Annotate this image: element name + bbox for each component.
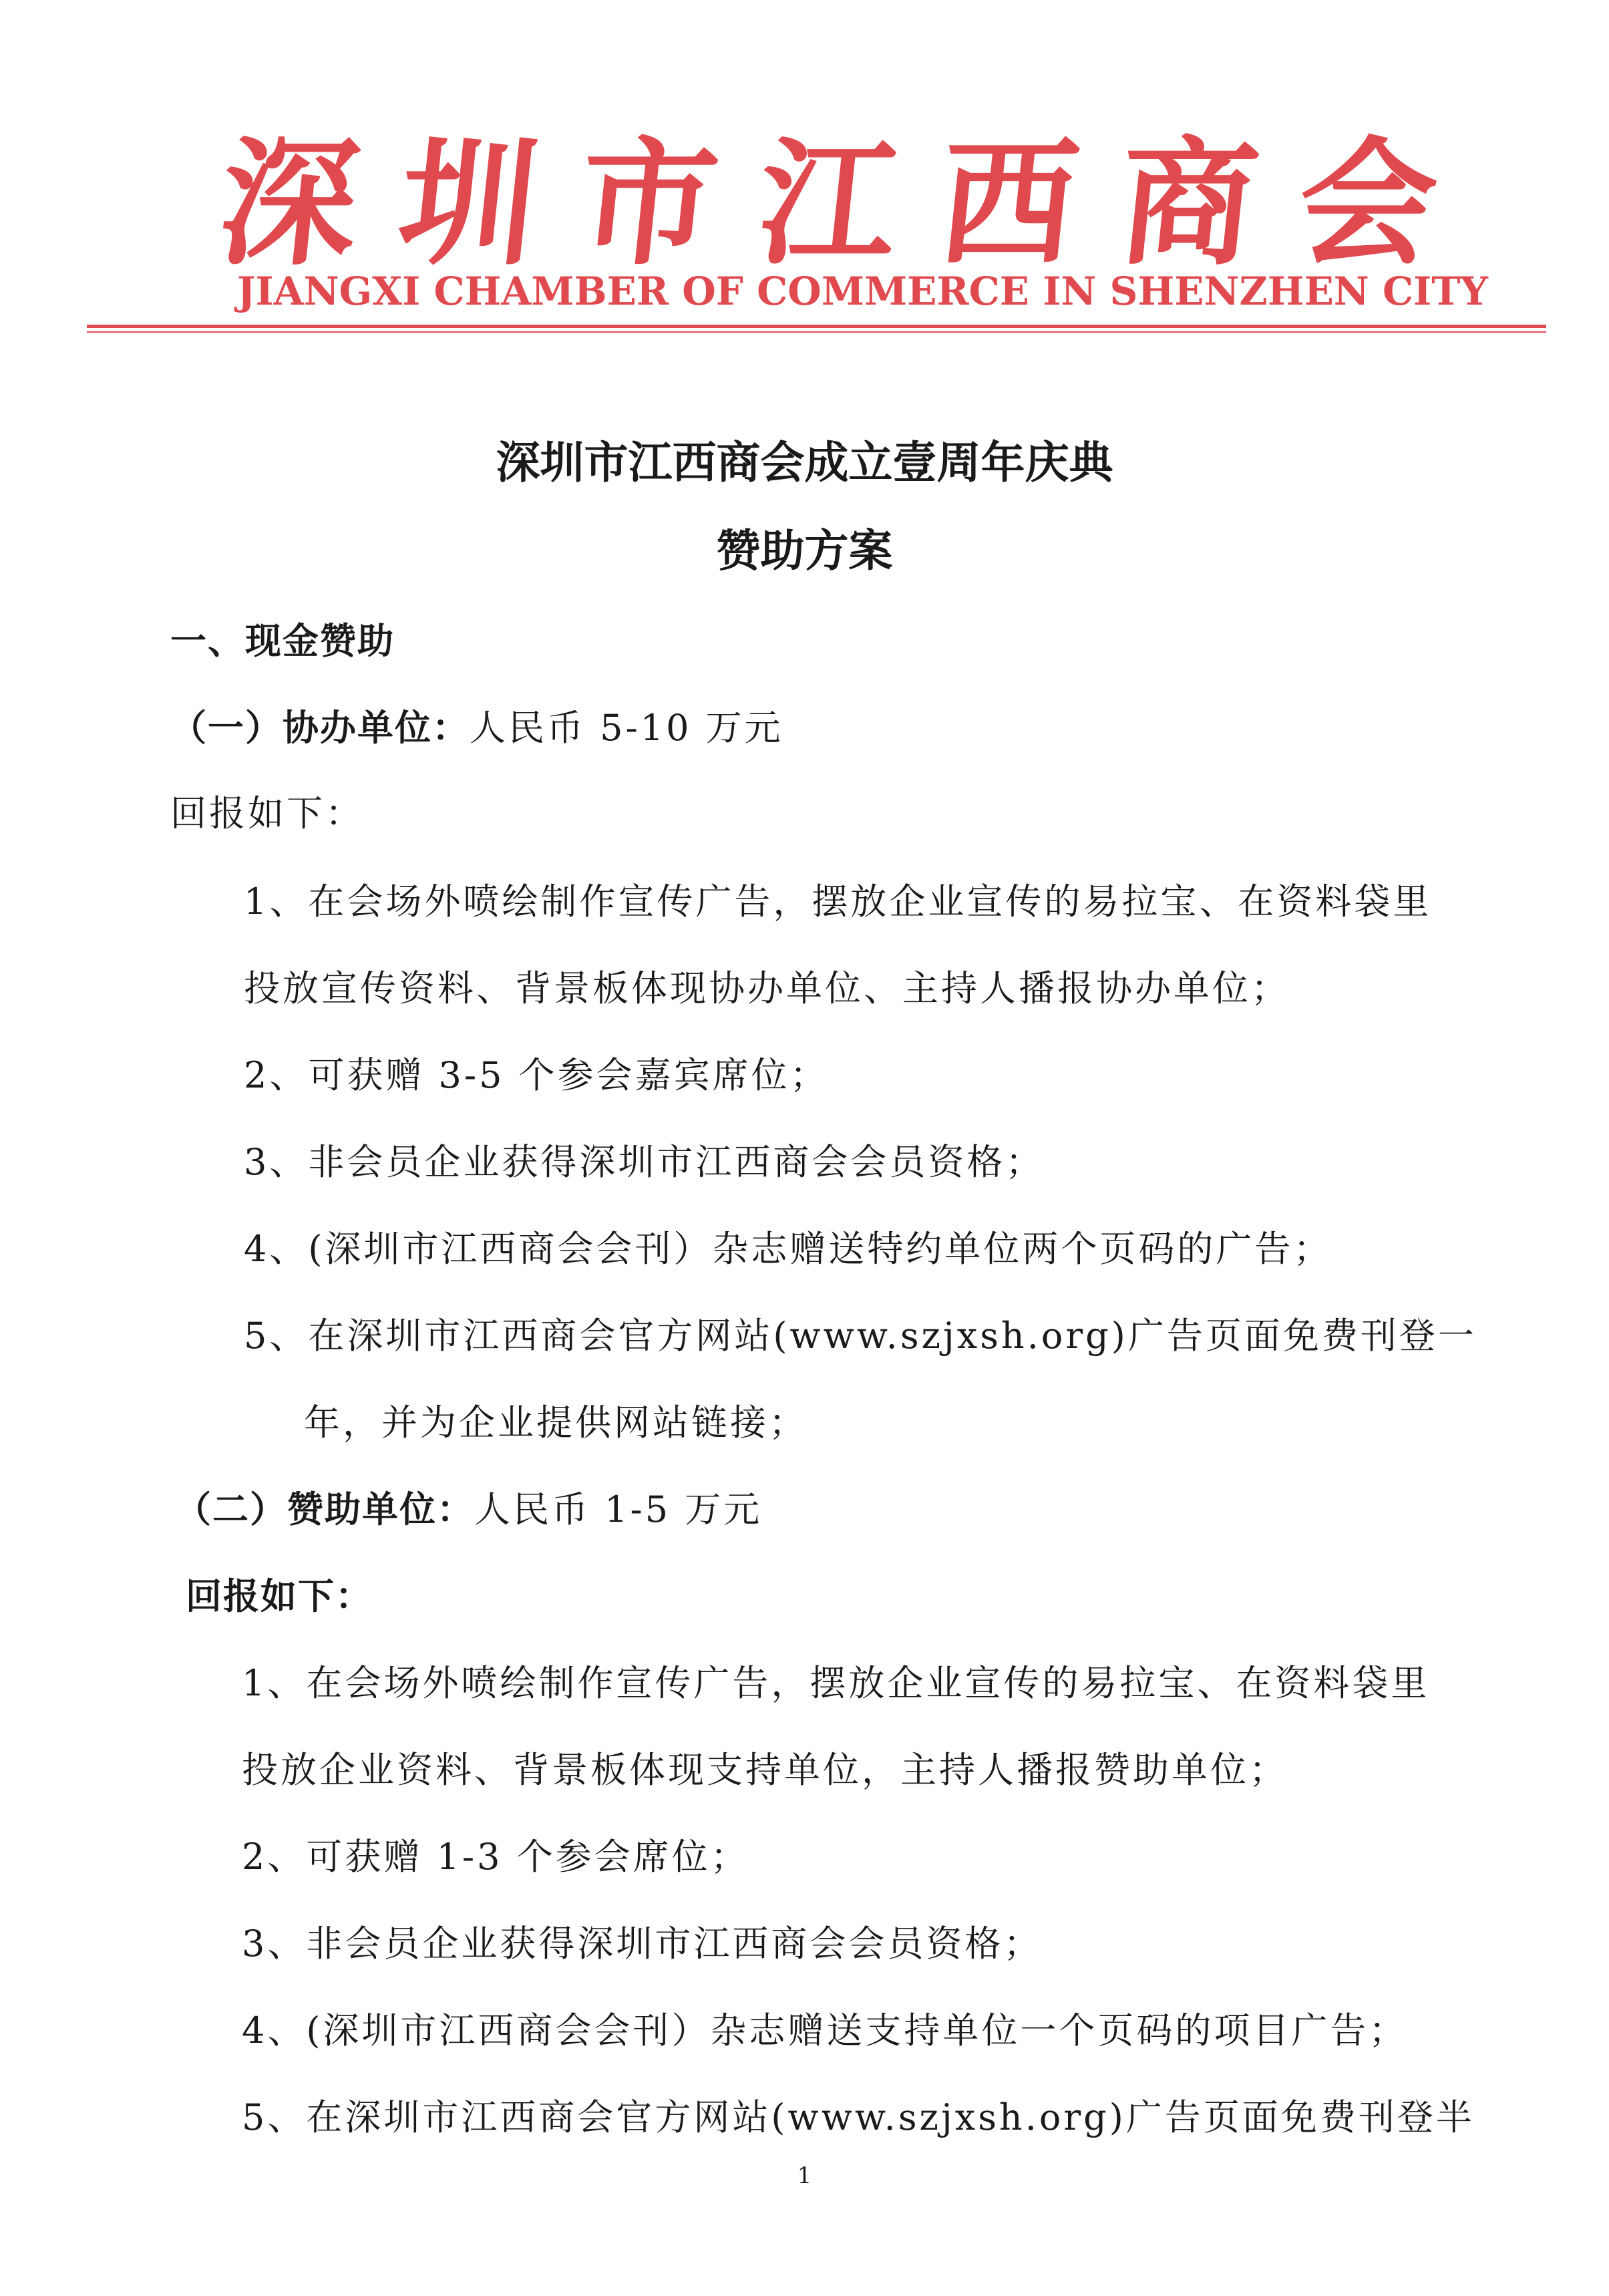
list-item: 1、在会场外喷绘制作宣传广告，摆放企业宣传的易拉宝、在资料袋里 (244, 880, 1432, 923)
tier2-line (175, 1483, 762, 1536)
tier2-label: （二）赞助单位： (175, 1488, 474, 1530)
list-item: 年，并为企业提供网站链接； (304, 1402, 808, 1444)
list-item: 5、在深圳市江西商会官方网站(www.szjxsh.org)广告页面免费刊登一 (244, 1315, 1477, 1357)
tier2-amount: 人民币 1-5 万元 (474, 1488, 763, 1530)
letterhead-divider-thin (87, 331, 1546, 333)
list-item: 投放宣传资料、背景板体现协办单位、主持人播报协办单位； (244, 967, 1290, 1009)
tier1-label: （一）协办单位： (170, 707, 470, 749)
section-heading: 一、现金赞助 (170, 620, 395, 662)
letterhead-chinese (212, 123, 1445, 284)
letterhead-divider (87, 325, 1546, 328)
letterhead-char: 市 (571, 123, 725, 284)
page-number: 1 (797, 2162, 812, 2189)
tier1-rewards-heading: 回报如下： (170, 792, 364, 834)
document-title: 深圳市江西商会成立壹周年庆典 (496, 437, 1113, 488)
list-item: 2、可获赠 1-3 个参会席位； (242, 1836, 749, 1878)
letterhead-char: 会 (1290, 123, 1445, 284)
list-item: 4、(深圳市江西商会会刊）杂志赠送特约单位两个页码的广告； (244, 1228, 1332, 1270)
tier2-rewards-heading: 回报如下： (186, 1575, 373, 1617)
list-item: 5、在深圳市江西商会官方网站(www.szjxsh.org)广告页面免费刊登半 (242, 2096, 1475, 2138)
document-subtitle: 赞助方案 (716, 525, 893, 577)
letterhead-char: 深 (212, 123, 366, 284)
letterhead-english: JIANGXI CHAMBER OF COMMERCE IN SHENZHEN CITY (237, 269, 1488, 314)
list-item: 4、(深圳市江西商会会刊）杂志赠送支持单位一个页码的项目广告； (242, 2009, 1408, 2052)
list-item: 3、非会员企业获得深圳市江西商会会员资格； (244, 1141, 1045, 1183)
tier1-amount: 人民币 5-10 万元 (470, 707, 783, 749)
tier1-line (170, 701, 783, 755)
list-item: 3、非会员企业获得深圳市江西商会会员资格； (242, 1923, 1043, 1965)
letterhead-char: 商 (1111, 123, 1265, 284)
list-item: 2、可获赠 3-5 个参会嘉宾席位； (244, 1054, 829, 1096)
list-item: 1、在会场外喷绘制作宣传广告，摆放企业宣传的易拉宝、在资料袋里 (242, 1662, 1430, 1704)
letterhead-char: 西 (931, 123, 1085, 284)
letterhead-char: 圳 (391, 123, 546, 284)
list-item: 投放企业资料、背景板体现支持单位，主持人播报赞助单位； (242, 1749, 1288, 1791)
letterhead-char: 江 (751, 123, 906, 284)
